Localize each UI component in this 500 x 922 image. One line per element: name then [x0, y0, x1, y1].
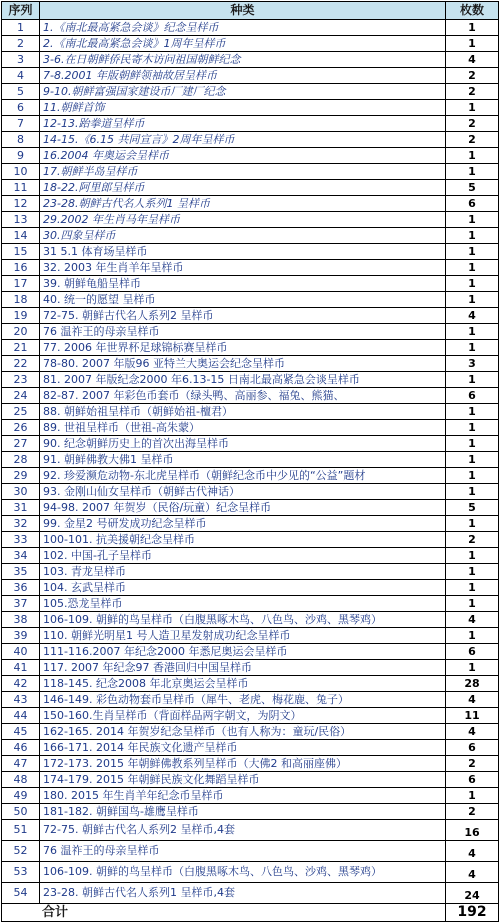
row-count-cell: 2	[446, 804, 499, 820]
row-name-cell: 7-8.2001 年版朝鲜领袖故居呈样币	[40, 68, 446, 84]
row-number-cell: 8	[2, 132, 40, 148]
row-count-cell: 1	[446, 468, 499, 484]
row-number-cell: 25	[2, 404, 40, 420]
table-row	[2, 708, 499, 724]
row-number-cell: 34	[2, 548, 40, 564]
row-count-cell: 1	[446, 100, 499, 116]
row-count-cell: 4	[446, 52, 499, 68]
row-number-cell: 12	[2, 196, 40, 212]
row-count-cell: 4	[446, 308, 499, 324]
row-count-cell: 24	[446, 883, 499, 904]
row-name-cell: 172-173. 2015 年朝鲜佛教系列呈样币（大佛2 和高丽座佛）	[40, 756, 446, 772]
row-count-cell: 1	[446, 548, 499, 564]
row-number-cell: 38	[2, 612, 40, 628]
row-name-cell: 14-15.《6.15 共同宣言》2周年呈样币	[40, 132, 446, 148]
row-count-cell: 1	[446, 564, 499, 580]
table-row	[2, 324, 499, 340]
row-name-cell: 72-75. 朝鲜古代名人系列2 呈样币	[40, 308, 446, 324]
table-row	[2, 883, 499, 904]
row-number-cell: 20	[2, 324, 40, 340]
row-number-cell: 45	[2, 724, 40, 740]
table-row	[2, 228, 499, 244]
row-name-cell: 103. 青龙呈样币	[40, 564, 446, 580]
row-name-cell: 1.《南北最高紧急会谈》纪念呈样币	[40, 20, 446, 36]
row-number-cell: 44	[2, 708, 40, 724]
row-name-cell: 9-10.朝鲜富强国家建设币厂建厂纪念	[40, 84, 446, 100]
table-row	[2, 660, 499, 676]
row-count-cell: 28	[446, 676, 499, 692]
row-count-cell: 6	[446, 388, 499, 404]
table-row	[2, 788, 499, 804]
header-name: 种类	[40, 2, 446, 20]
row-number-cell: 43	[2, 692, 40, 708]
row-count-cell: 1	[446, 596, 499, 612]
row-number-cell: 49	[2, 788, 40, 804]
table-row	[2, 388, 499, 404]
table-row	[2, 212, 499, 228]
row-number-cell: 47	[2, 756, 40, 772]
table-row	[2, 180, 499, 196]
row-name-cell: 2.《南北最高紧急会谈》1周年呈样币	[40, 36, 446, 52]
row-name-cell: 94-98. 2007 年贺岁（民俗/玩童）纪念呈样币	[40, 500, 446, 516]
row-name-cell: 100-101. 抗美援朝纪念呈样币	[40, 532, 446, 548]
row-number-cell: 17	[2, 276, 40, 292]
table-row	[2, 484, 499, 500]
table-row	[2, 52, 499, 68]
table-row	[2, 356, 499, 372]
row-number-cell: 1	[2, 20, 40, 36]
total-label-cell: 合计	[2, 904, 446, 922]
row-number-cell: 48	[2, 772, 40, 788]
row-name-cell: 118-145. 纪念2008 年北京奥运会呈样币	[40, 676, 446, 692]
row-name-cell: 104. 玄武呈样币	[40, 580, 446, 596]
row-number-cell: 23	[2, 372, 40, 388]
table-row	[2, 292, 499, 308]
row-count-cell: 3	[446, 356, 499, 372]
row-name-cell: 99. 金星2 号研发成功纪念呈样币	[40, 516, 446, 532]
row-name-cell: 39. 朝鲜龟船呈样币	[40, 276, 446, 292]
row-number-cell: 54	[2, 883, 40, 904]
table-row	[2, 420, 499, 436]
row-name-cell: 81. 2007 年版纪念2000 年6.13-15 日南北最高紧急会谈呈样币	[40, 372, 446, 388]
row-number-cell: 37	[2, 596, 40, 612]
row-number-cell: 6	[2, 100, 40, 116]
row-name-cell: 92. 珍爱濒危动物-东北虎呈样币（朝鲜纪念币中少见的“公益”题材	[40, 468, 446, 484]
row-name-cell: 88. 朝鲜始祖呈样币（朝鲜始祖-檀君）	[40, 404, 446, 420]
table-row	[2, 804, 499, 820]
row-count-cell: 1	[446, 516, 499, 532]
row-name-cell: 16.2004 年奥运会呈样币	[40, 148, 446, 164]
row-name-cell: 93. 金刚山仙女呈样币（朝鲜古代神话）	[40, 484, 446, 500]
row-number-cell: 46	[2, 740, 40, 756]
table-row	[2, 692, 499, 708]
table-row	[2, 500, 499, 516]
row-number-cell: 53	[2, 862, 40, 883]
row-count-cell: 6	[446, 644, 499, 660]
table-row	[2, 532, 499, 548]
row-count-cell: 1	[446, 484, 499, 500]
row-count-cell: 1	[446, 660, 499, 676]
row-number-cell: 32	[2, 516, 40, 532]
row-number-cell: 33	[2, 532, 40, 548]
row-count-cell: 1	[446, 20, 499, 36]
row-count-cell: 16	[446, 820, 499, 841]
row-count-cell: 6	[446, 196, 499, 212]
table-row	[2, 308, 499, 324]
row-number-cell: 4	[2, 68, 40, 84]
coin-list-table	[1, 1, 499, 922]
row-number-cell: 16	[2, 260, 40, 276]
row-count-cell: 4	[446, 692, 499, 708]
row-count-cell: 4	[446, 612, 499, 628]
table-row	[2, 68, 499, 84]
row-name-cell: 18-22.阿里郎呈样币	[40, 180, 446, 196]
table-row	[2, 372, 499, 388]
table-row	[2, 452, 499, 468]
row-name-cell: 89. 世祖呈样币（世祖-高朱蒙）	[40, 420, 446, 436]
table-row	[2, 20, 499, 36]
row-number-cell: 35	[2, 564, 40, 580]
row-count-cell: 1	[446, 628, 499, 644]
table-row	[2, 436, 499, 452]
table-row	[2, 132, 499, 148]
table-row	[2, 740, 499, 756]
row-count-cell: 1	[446, 324, 499, 340]
row-name-cell: 30.四象呈样币	[40, 228, 446, 244]
table-row	[2, 820, 499, 841]
table-row	[2, 580, 499, 596]
row-number-cell: 36	[2, 580, 40, 596]
row-count-cell: 11	[446, 708, 499, 724]
row-name-cell: 91. 朝鲜佛教大佛1 呈样币	[40, 452, 446, 468]
row-count-cell: 1	[446, 36, 499, 52]
row-count-cell: 2	[446, 84, 499, 100]
row-count-cell: 1	[446, 228, 499, 244]
table-row	[2, 596, 499, 612]
row-name-cell: 12-13.跆拳道呈样币	[40, 116, 446, 132]
table-row	[2, 164, 499, 180]
row-number-cell: 42	[2, 676, 40, 692]
row-name-cell: 17.朝鲜半岛呈样币	[40, 164, 446, 180]
row-number-cell: 10	[2, 164, 40, 180]
row-number-cell: 39	[2, 628, 40, 644]
table-row	[2, 676, 499, 692]
row-number-cell: 3	[2, 52, 40, 68]
row-count-cell: 4	[446, 862, 499, 883]
row-name-cell: 105.恐龙呈样币	[40, 596, 446, 612]
row-count-cell: 2	[446, 532, 499, 548]
row-name-cell: 3-6.在日朝鲜侨民寄木访问祖国朝鲜纪念	[40, 52, 446, 68]
table-row	[2, 564, 499, 580]
row-number-cell: 5	[2, 84, 40, 100]
row-count-cell: 2	[446, 68, 499, 84]
row-name-cell: 117. 2007 年纪念97 香港回归中国呈样币	[40, 660, 446, 676]
row-count-cell: 1	[446, 788, 499, 804]
row-name-cell: 181-182. 朝鲜国鸟-雄鹰呈样币	[40, 804, 446, 820]
table-row	[2, 340, 499, 356]
row-number-cell: 30	[2, 484, 40, 500]
row-number-cell: 14	[2, 228, 40, 244]
table-row	[2, 100, 499, 116]
table-row	[2, 468, 499, 484]
row-number-cell: 40	[2, 644, 40, 660]
row-name-cell: 23-28.朝鲜古代名人系列1 呈样币	[40, 196, 446, 212]
row-count-cell: 1	[446, 372, 499, 388]
row-number-cell: 13	[2, 212, 40, 228]
row-name-cell: 162-165. 2014 年贺岁纪念呈样币（也有人称为：童玩/民俗）	[40, 724, 446, 740]
row-number-cell: 27	[2, 436, 40, 452]
row-name-cell: 82-87. 2007 年彩色币套币（绿头鸭、高丽参、福兔、熊猫、	[40, 388, 446, 404]
row-count-cell: 2	[446, 756, 499, 772]
row-name-cell: 111-116.2007 年纪念2000 年悉尼奥运会呈样币	[40, 644, 446, 660]
row-count-cell: 1	[446, 212, 499, 228]
table-row	[2, 862, 499, 883]
table-row	[2, 548, 499, 564]
row-name-cell: 146-149. 彩色动物套币呈样币（犀牛、老虎、梅花鹿、兔子）	[40, 692, 446, 708]
row-count-cell: 1	[446, 452, 499, 468]
row-number-cell: 18	[2, 292, 40, 308]
row-name-cell: 102. 中国-孔子呈样币	[40, 548, 446, 564]
row-name-cell: 76 温祚王的母亲呈样币	[40, 841, 446, 862]
row-number-cell: 19	[2, 308, 40, 324]
table-row	[2, 612, 499, 628]
row-count-cell: 1	[446, 436, 499, 452]
row-number-cell: 11	[2, 180, 40, 196]
table-row	[2, 644, 499, 660]
row-name-cell: 23-28. 朝鲜古代名人系列1 呈样币,4套	[40, 883, 446, 904]
table-row	[2, 84, 499, 100]
row-number-cell: 2	[2, 36, 40, 52]
table-row	[2, 756, 499, 772]
row-number-cell: 26	[2, 420, 40, 436]
row-count-cell: 1	[446, 404, 499, 420]
row-name-cell: 150-160.生肖呈样币（背面样品两字朝文，为阴文）	[40, 708, 446, 724]
table-row	[2, 260, 499, 276]
row-name-cell: 31 5.1 体育场呈样币	[40, 244, 446, 260]
row-name-cell: 76 温祚王的母亲呈样币	[40, 324, 446, 340]
row-number-cell: 51	[2, 820, 40, 841]
row-number-cell: 29	[2, 468, 40, 484]
table-row	[2, 404, 499, 420]
row-number-cell: 50	[2, 804, 40, 820]
row-number-cell: 22	[2, 356, 40, 372]
total-row	[2, 904, 499, 922]
header-row	[2, 2, 499, 20]
row-number-cell: 15	[2, 244, 40, 260]
row-count-cell: 2	[446, 116, 499, 132]
row-name-cell: 11.朝鲜首饰	[40, 100, 446, 116]
total-count-cell: 192	[446, 904, 499, 922]
table-row	[2, 276, 499, 292]
row-number-cell: 9	[2, 148, 40, 164]
row-count-cell: 1	[446, 292, 499, 308]
row-name-cell: 106-109. 朝鲜的鸟呈样币（白腹黑啄木鸟、八色鸟、沙鸡、黑琴鸡）	[40, 612, 446, 628]
row-count-cell: 1	[446, 580, 499, 596]
row-number-cell: 21	[2, 340, 40, 356]
row-name-cell: 90. 纪念朝鲜历史上的首次出海呈样币	[40, 436, 446, 452]
table-row	[2, 244, 499, 260]
row-name-cell: 29.2002 年生肖马年呈样币	[40, 212, 446, 228]
row-count-cell: 1	[446, 276, 499, 292]
table-row	[2, 516, 499, 532]
table-body	[2, 20, 499, 904]
row-name-cell: 32. 2003 年生肖羊年呈样币	[40, 260, 446, 276]
row-count-cell: 1	[446, 340, 499, 356]
row-name-cell: 174-179. 2015 年朝鲜民族文化舞蹈呈样币	[40, 772, 446, 788]
row-name-cell: 72-75. 朝鲜古代名人系列2 呈样币,4套	[40, 820, 446, 841]
row-count-cell: 1	[446, 420, 499, 436]
table-row	[2, 841, 499, 862]
row-name-cell: 166-171. 2014 年民族文化遗产呈样币	[40, 740, 446, 756]
row-count-cell: 5	[446, 500, 499, 516]
row-count-cell: 6	[446, 772, 499, 788]
row-name-cell: 78-80. 2007 年版96 亚特兰大奥运会纪念呈样币	[40, 356, 446, 372]
row-count-cell: 4	[446, 724, 499, 740]
row-count-cell: 4	[446, 841, 499, 862]
header-count: 枚数	[446, 2, 499, 20]
header-no: 序列	[2, 2, 40, 20]
row-count-cell: 1	[446, 148, 499, 164]
table-row	[2, 148, 499, 164]
row-number-cell: 41	[2, 660, 40, 676]
row-count-cell: 5	[446, 180, 499, 196]
row-number-cell: 31	[2, 500, 40, 516]
table-row	[2, 196, 499, 212]
table-row	[2, 772, 499, 788]
row-name-cell: 180. 2015 年生肖羊年纪念币呈样币	[40, 788, 446, 804]
table-row	[2, 116, 499, 132]
row-count-cell: 1	[446, 164, 499, 180]
table-row	[2, 724, 499, 740]
row-number-cell: 28	[2, 452, 40, 468]
row-name-cell: 110. 朝鲜光明星1 号人造卫星发射成功纪念呈样币	[40, 628, 446, 644]
row-count-cell: 6	[446, 740, 499, 756]
row-count-cell: 1	[446, 260, 499, 276]
row-number-cell: 7	[2, 116, 40, 132]
row-name-cell: 106-109. 朝鲜的鸟呈样币（白腹黑啄木鸟、八色鸟、沙鸡、黑琴鸡）	[40, 862, 446, 883]
row-name-cell: 77. 2006 年世界杯足球锦标赛呈样币	[40, 340, 446, 356]
row-number-cell: 52	[2, 841, 40, 862]
row-count-cell: 1	[446, 244, 499, 260]
table-row	[2, 36, 499, 52]
row-number-cell: 24	[2, 388, 40, 404]
row-name-cell: 40. 统一的愿望 呈样币	[40, 292, 446, 308]
row-count-cell: 2	[446, 132, 499, 148]
table-row	[2, 628, 499, 644]
